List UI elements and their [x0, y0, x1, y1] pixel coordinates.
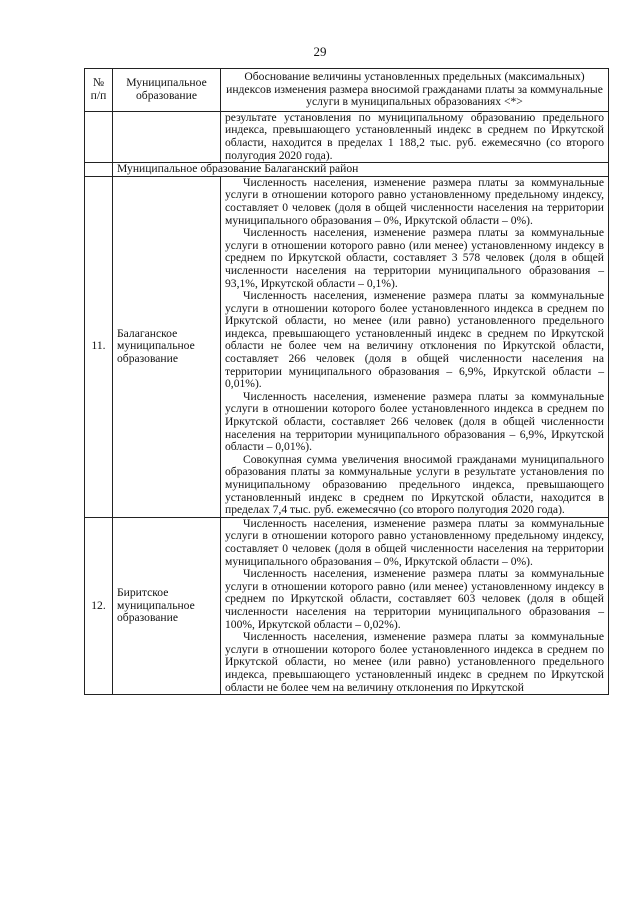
paragraph: Численность населения, изменение размера платы за коммунальные услуги в отношении которого более установленного индекса в среднем по Иркутской области, но менее (или равно) установленного предельного индекса, превышающего установленный индекс в среднем по Иркутской области не более чем на величину отклонения по Иркутской	[225, 630, 604, 694]
header-justification: Обоснование величины установленных предельных (максимальных) индексов изменения размера вносимой гражданами платы за коммунальные услуги в муниципальных образованиях <*>	[221, 69, 609, 112]
paragraph: Совокупная сумма увеличения вносимой гражданами муниципального образования платы за коммунальные услуги в результате установления по муниципальному образованию предельного индекса, превышающего установленный индекс в среднем по Иркутской области, находится в пределах 7,4 тыс. руб. ежемесячно (со второго полугодия 2020 года).	[225, 452, 604, 517]
table-header-row	[85, 69, 609, 112]
justification-table	[84, 68, 609, 695]
paragraph: Численность населения, изменение размера платы за коммунальные услуги в отношении которого равно установленному предельному индексу, составляет 0 человек (доля в общей численности населения на территории муниципального образования – 0%, Иркутской области – 0%).	[225, 516, 604, 568]
district-row	[85, 163, 609, 177]
row-number: 11.	[85, 176, 113, 517]
municipality-name: Биритское муниципальное образование	[113, 517, 221, 694]
table-row	[85, 517, 609, 694]
paragraph: Численность населения, изменение размера платы за коммунальные услуги в отношении которого равно (или менее) установленному индексу в среднем по Иркутской области, составляет 3 578 человек (доля в общей численности населения на территории муниципального образования – 93,1%, Иркутской области – 0,1%).	[225, 226, 604, 290]
page-number: 29	[313, 44, 327, 59]
district-title: Муниципальное образование Балаганский район	[113, 163, 609, 177]
paragraph: Численность населения, изменение размера платы за коммунальные услуги в отношении которого равно (или менее) установленному индексу в среднем по Иркутской области, составляет 603 человек (доля в общей численности населения на территории муниципального образования – 100%, Иркутской области – 0,02%).	[225, 567, 604, 631]
row-number: 12.	[85, 517, 113, 694]
paragraph: Численность населения, изменение размера платы за коммунальные услуги в отношении которого равно установленному предельному индексу, составляет 0 человек (доля в общей численности населения на территории муниципального образования – 0%, Иркутской области – 0%).	[225, 175, 604, 227]
justification-cell	[221, 176, 609, 517]
paragraph: Численность населения, изменение размера платы за коммунальные услуги в отношении которого более установленного индекса в среднем по Иркутской области, но менее (или равно) установленного предельного индекса, превышающего установленный индекс в среднем по Иркутской области не более чем на величину отклонения по Иркутской области, составляет 266 человек (доля в общей численности населения на территории муниципального образования – 6,9%, Иркутской области – 0,01%).	[225, 289, 604, 391]
header-num: № п/п	[85, 69, 113, 112]
paragraph: Численность населения, изменение размера платы за коммунальные услуги в отношении которого более установленного индекса в среднем по Иркутской области, составляет 266 человек (доля в общей численности населения на территории муниципального образования – 6,9%, Иркутской области – 0,01%).	[225, 389, 604, 454]
continuation-row	[85, 111, 609, 162]
header-municipality: Муниципальное образование	[113, 69, 221, 112]
municipality-name: Балаганское муниципальное образование	[113, 176, 221, 517]
continuation-text: результате установления по муниципальному образованию предельного индекса, превышающего установленный индекс в среднем по Иркутской области, находится в пределах 1 188,2 тыс. руб. ежемесячно (со второго полугодия 2020 года).	[221, 111, 609, 162]
justification-cell	[221, 517, 609, 694]
table-row	[85, 176, 609, 517]
